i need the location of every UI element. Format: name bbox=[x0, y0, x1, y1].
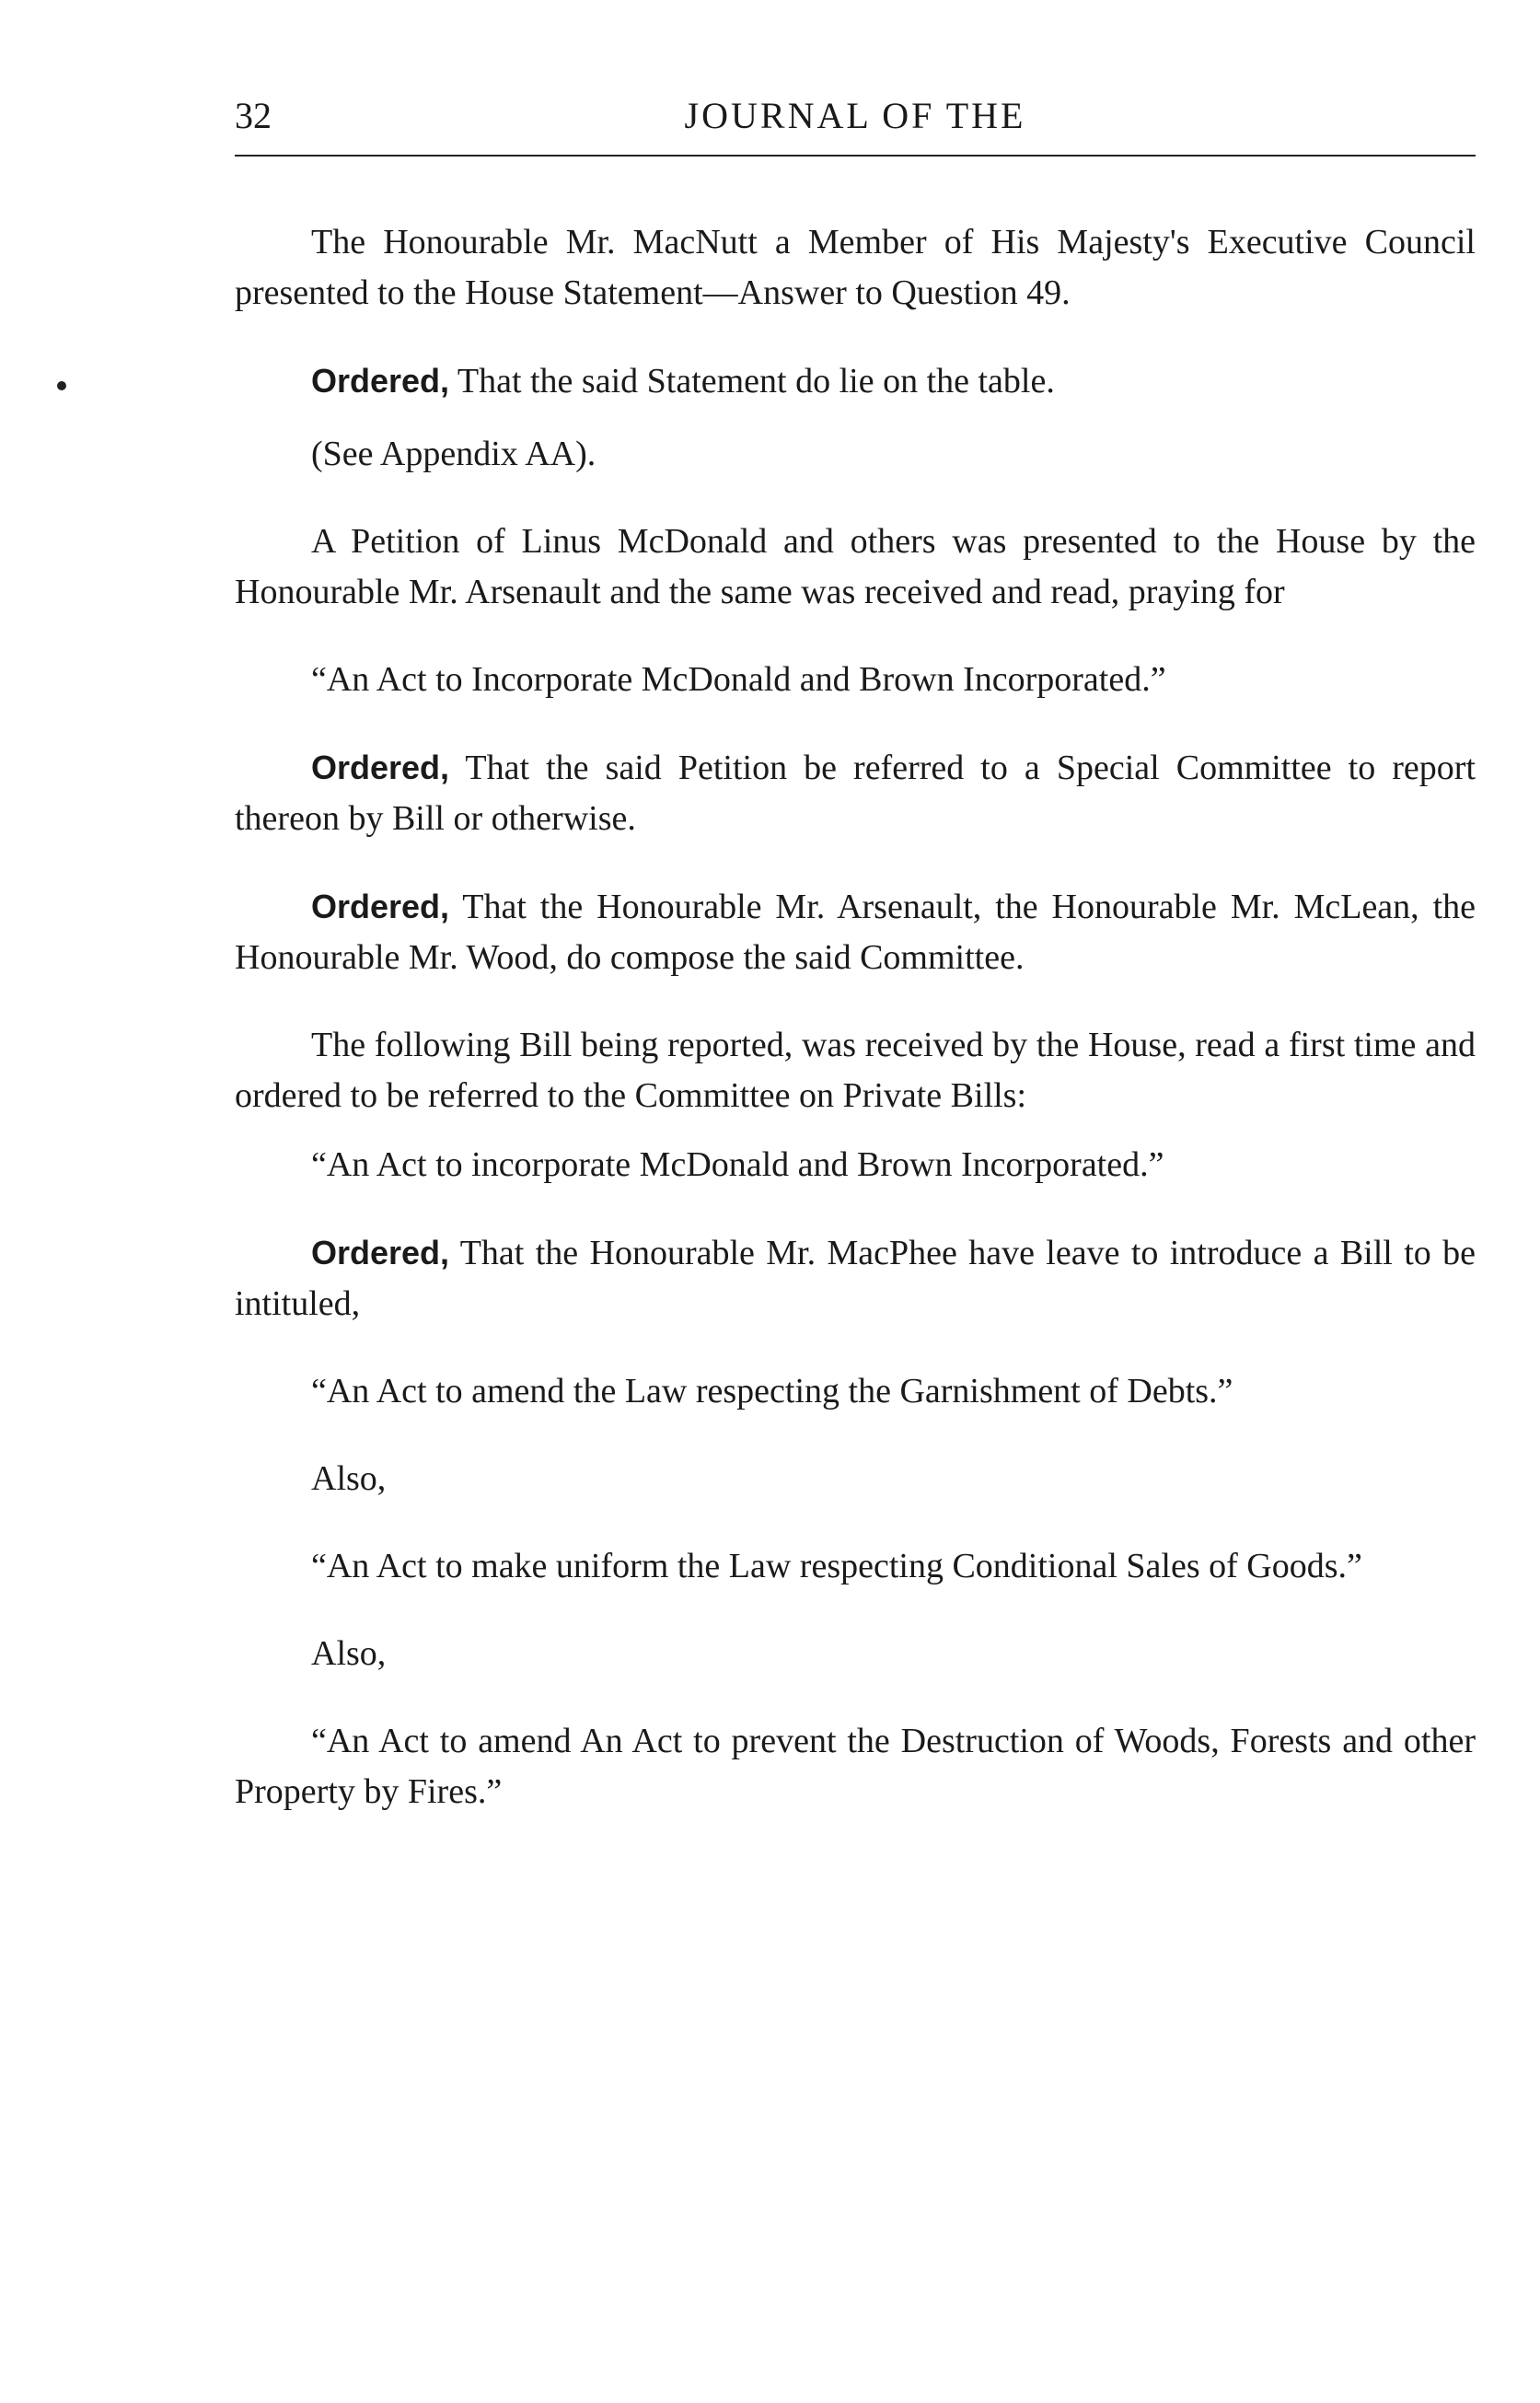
paragraph-text: That the Honourable Mr. Arsenault, the Honourable Mr. McLean, the Honourable Mr. Wood, do compose the said Committee. bbox=[235, 888, 1476, 977]
paragraph-text: The Honourable Mr. MacNutt a Member of His Majesty's Executive Council presented to the House Statement—Answer to Question 49. bbox=[235, 223, 1476, 312]
paragraph-order-members bbox=[235, 881, 1476, 983]
paragraph-text: Also, bbox=[311, 1634, 387, 1673]
paragraph-text: The following Bill being reported, was received by the House, read a first time and ordered to be referred to the Committee on Private Bills: bbox=[235, 1026, 1476, 1115]
running-head: JOURNAL OF THE bbox=[684, 95, 1026, 136]
paragraph-act-title bbox=[235, 1541, 1476, 1592]
ordered-label: Ordered, bbox=[311, 1234, 450, 1271]
paragraph-statement-presented bbox=[235, 217, 1476, 319]
stray-ink-mark bbox=[57, 381, 66, 390]
paragraph-order-committee bbox=[235, 742, 1476, 844]
journal-body bbox=[235, 217, 1476, 1817]
ordered-label: Ordered, bbox=[311, 362, 450, 400]
paragraph-text: (See Appendix AA). bbox=[311, 435, 596, 473]
paragraph-also bbox=[235, 1629, 1476, 1679]
paragraph-text: “An Act to amend the Law respecting the Garnishment of Debts.” bbox=[311, 1372, 1233, 1410]
paragraph-bill-reported bbox=[235, 1020, 1476, 1121]
page-header bbox=[235, 88, 1476, 153]
paragraph-text: That the Honourable Mr. MacPhee have leave to introduce a Bill to be intituled, bbox=[235, 1234, 1476, 1323]
header-rule bbox=[235, 155, 1476, 157]
paragraph-order-table bbox=[235, 355, 1476, 407]
paragraph-text: That the said Statement do lie on the table. bbox=[449, 362, 1055, 400]
paragraph-also bbox=[235, 1454, 1476, 1504]
ordered-label: Ordered, bbox=[311, 888, 450, 925]
paragraph-act-title bbox=[235, 1366, 1476, 1417]
paragraph-text: Also, bbox=[311, 1459, 387, 1498]
paragraph-appendix-reference bbox=[235, 429, 1476, 480]
paragraph-text: “An Act to incorporate McDonald and Brown Incorporated.” bbox=[311, 1145, 1164, 1184]
paragraph-act-title bbox=[235, 1716, 1476, 1817]
ordered-label: Ordered, bbox=[311, 749, 450, 786]
paragraph-petition bbox=[235, 517, 1476, 618]
paragraph-text: “An Act to amend An Act to prevent the Destruction of Woods, Forests and other Property by Fires.” bbox=[235, 1722, 1476, 1811]
page-number: 32 bbox=[235, 95, 272, 136]
paragraph-act-title bbox=[235, 1140, 1476, 1190]
paragraph-text: “An Act to Incorporate McDonald and Brown Incorporated.” bbox=[311, 660, 1166, 699]
paragraph-text: That the said Petition be referred to a Special Committee to report thereon by Bill or otherwise. bbox=[235, 749, 1476, 838]
paragraph-text: A Petition of Linus McDonald and others was presented to the House by the Honourable Mr. Arsenault and the same was received and read, praying for bbox=[235, 522, 1476, 611]
paragraph-text: “An Act to make uniform the Law respecting Conditional Sales of Goods.” bbox=[311, 1547, 1362, 1585]
paragraph-order-leave bbox=[235, 1227, 1476, 1329]
paragraph-act-title bbox=[235, 655, 1476, 705]
